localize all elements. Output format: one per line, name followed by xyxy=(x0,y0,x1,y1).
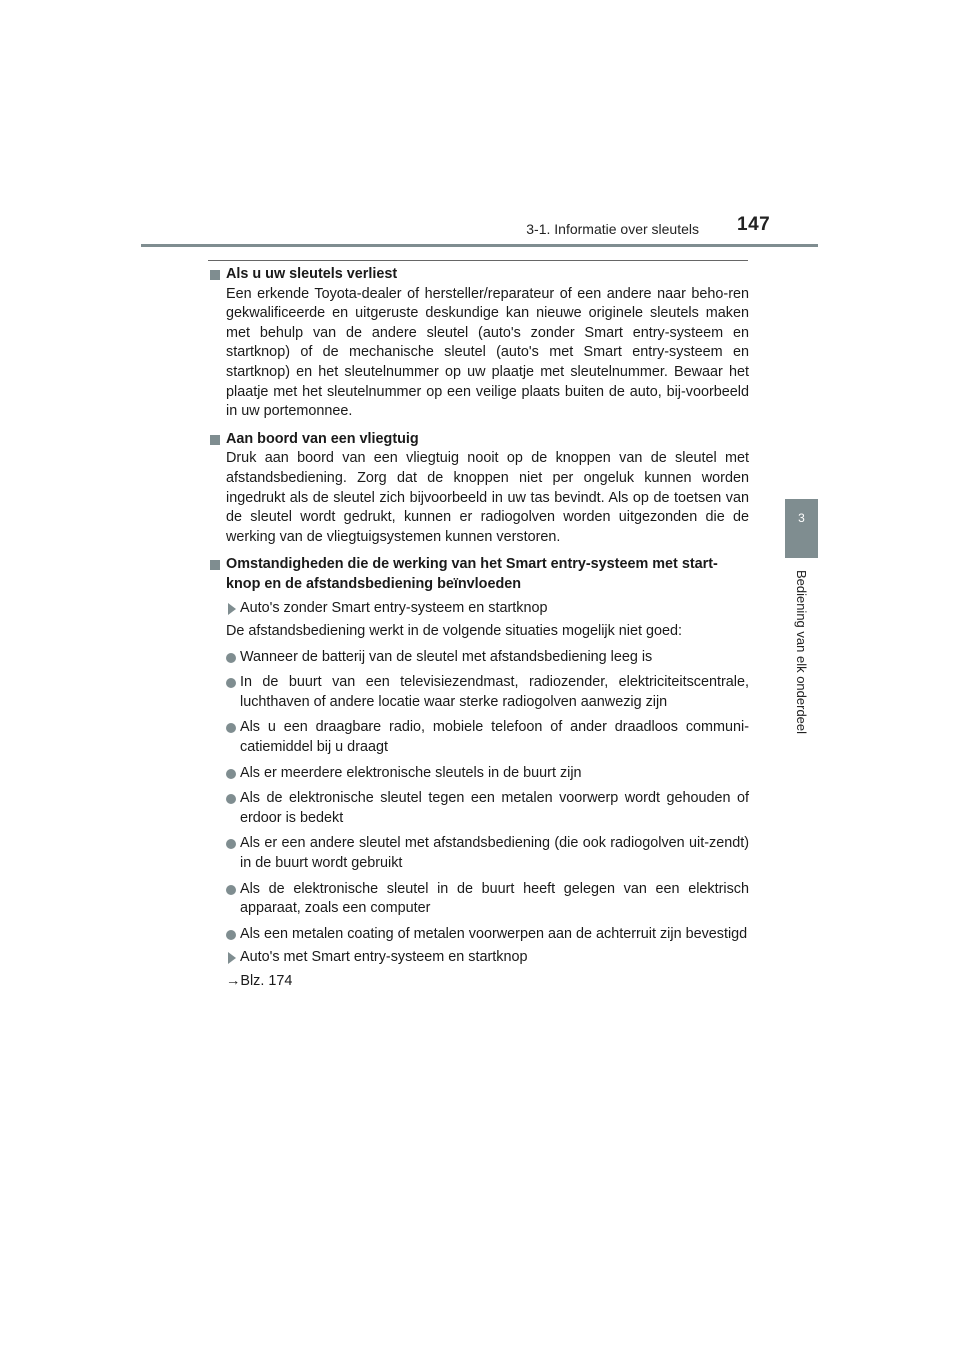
square-bullet-icon xyxy=(210,435,220,445)
chapter-tab-number: 3 xyxy=(798,511,805,525)
section-heading-text: Aan boord van een vliegtuig xyxy=(226,430,419,447)
content-top-rule xyxy=(208,260,748,261)
section-heading-text: Als u uw sleutels verliest xyxy=(226,266,398,282)
arrow-right-icon: → xyxy=(226,973,241,989)
list-item xyxy=(209,789,749,828)
page-content xyxy=(209,265,749,992)
list-item xyxy=(209,648,749,668)
list-item-text: Als er een andere sleutel met afstandsbediening (die ook radiogolven uit-zendt) in de buurt wordt gebruikt xyxy=(240,835,749,872)
list-item xyxy=(209,764,749,784)
circle-bullet-icon xyxy=(226,885,236,895)
triangle-bullet-icon xyxy=(228,603,236,615)
section-heading-airplane xyxy=(209,430,749,450)
circle-bullet-icon xyxy=(226,839,236,849)
square-bullet-icon xyxy=(210,270,220,280)
running-header-section: 3-1. Informatie over sleutels xyxy=(526,221,699,237)
circle-bullet-icon xyxy=(226,794,236,804)
circle-bullet-icon xyxy=(226,723,236,733)
subsection-without-smart-entry xyxy=(209,599,749,619)
list-item-text: Als er meerdere elektronische sleutels in de buurt zijn xyxy=(240,764,582,781)
page-number: 147 xyxy=(737,214,771,235)
square-bullet-icon xyxy=(210,560,220,570)
list-item xyxy=(209,925,749,945)
chapter-side-label: Bediening van elk onderdeel xyxy=(794,569,809,735)
section-body-airplane: Druk aan boord van een vliegtuig nooit op de knoppen van de sleutel met afstandsbediening. Zorg dat de knoppen niet per ongeluk kunnen worden ingedrukt als de sleutel zich bijvoorbeeld in uw tas bevindt. Als op de toetsen van de sleutel wordt gedrukt, kunnen er radiogolven worden uitgezonden die de werking van de vliegtuigsystemen kunnen verstoren. xyxy=(226,450,749,545)
list-item xyxy=(209,673,749,712)
list-item-text: Als een metalen coating of metalen voorwerpen aan de achterruit zijn bevestigd xyxy=(240,925,748,942)
section-heading-text: Omstandigheden die de werking van het Smart entry-systeem met start-knop en de afstandsbediening beïnvloeden xyxy=(226,556,718,592)
section-heading-lost-keys xyxy=(209,265,749,285)
list-item-text: Als de elektronische sleutel tegen een metalen voorwerp wordt gehouden of erdoor is bedekt xyxy=(240,790,749,826)
section-body-lost-keys: Een erkende Toyota-dealer of hersteller/reparateur of een andere naar beho-ren gekwalificeerde en uitgeruste deskundige kan nieuwe originele sleutels maken met behulp van de andere sleutel (auto's zonder Smart entry-systeem en startknop) of de mechanische sleutel (auto's met Smart entry-systeem en startknop) en het sleutelnummer op uw plaatje met sleutelnummer. Bewaar het plaatje met het sleutelnummer op een veilige plaats buiten de auto, bij-voorbeeld in uw portemonnee. xyxy=(226,285,749,420)
subsection-label: Auto's zonder Smart entry-systeem en startknop xyxy=(240,599,548,616)
page-reference[interactable] xyxy=(209,972,749,992)
list-item xyxy=(209,880,749,919)
list-item xyxy=(209,834,749,873)
section-heading-conditions xyxy=(209,555,749,594)
list-item-text: Als u een draagbare radio, mobiele telefoon of ander draadloos communi-catiemiddel bij u draagt xyxy=(240,719,749,756)
circle-bullet-icon xyxy=(226,653,236,663)
circle-bullet-icon xyxy=(226,930,236,940)
circle-bullet-icon xyxy=(226,769,236,779)
list-item-text: Wanneer de batterij van de sleutel met afstandsbediening leeg is xyxy=(240,648,653,665)
list-item-text: Als de elektronische sleutel in de buurt heeft gelegen van een elektrisch apparaat, zoals een computer xyxy=(240,880,749,917)
subsection-label: Auto's met Smart entry-systeem en startknop xyxy=(240,949,528,966)
triangle-bullet-icon xyxy=(228,952,236,964)
conditions-intro: De afstandsbediening werkt in de volgende situaties mogelijk niet goed: xyxy=(226,623,682,640)
header-rule xyxy=(141,244,818,247)
list-item-text: In de buurt van een televisiezendmast, radiozender, elektriciteitscentrale, luchthaven of andere locatie waar sterke radiogolven aanwezig zijn xyxy=(240,674,749,710)
circle-bullet-icon xyxy=(226,678,236,688)
page-reference-text: Blz. 174 xyxy=(240,973,293,989)
subsection-with-smart-entry xyxy=(209,948,749,968)
list-item xyxy=(209,718,749,757)
